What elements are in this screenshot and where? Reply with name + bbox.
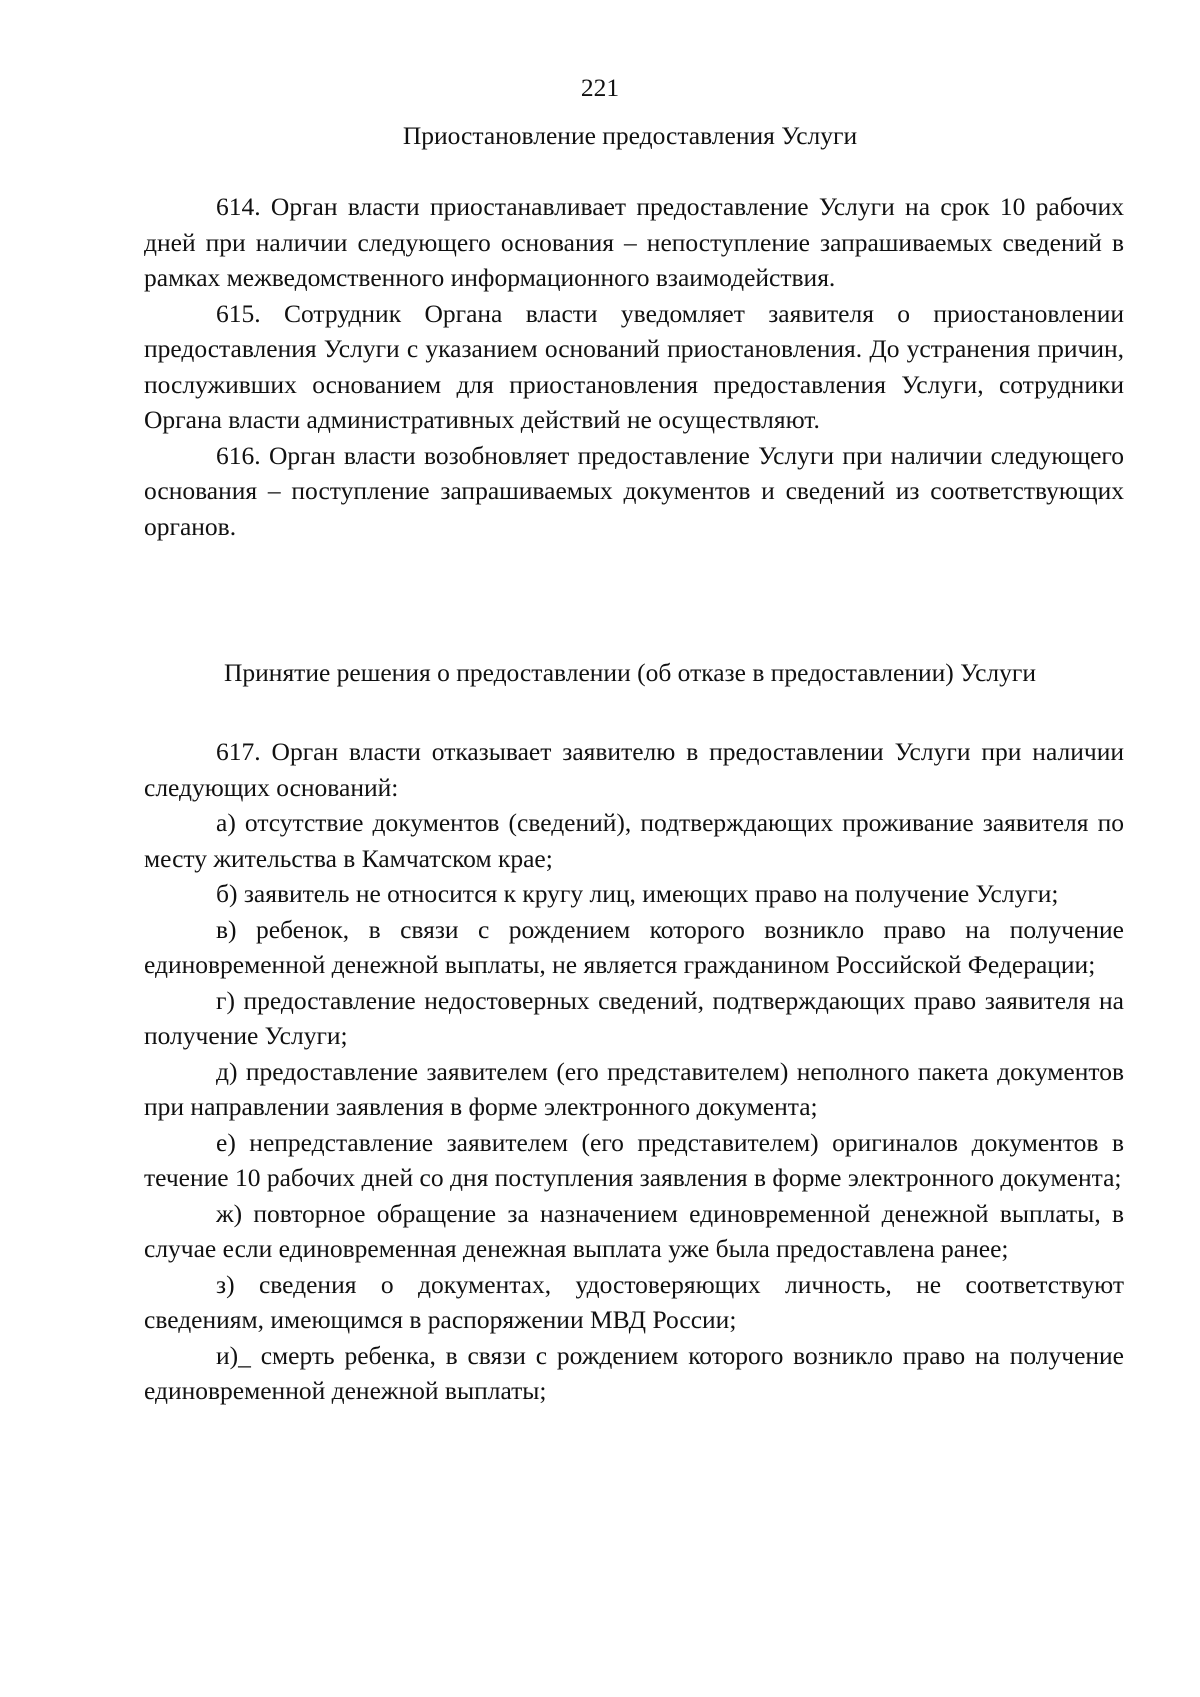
section-heading-suspension: Приостановление предоставления Услуги: [402, 121, 858, 150]
paragraph-617: 617. Орган власти отказывает заявителю в предоставлении Услуги при наличии следующих оснований:: [144, 737, 1124, 802]
list-item-d: д) предоставление заявителем (его представителем) неполного пакета документов при направлении заявления в форме электронного документа;: [144, 1056, 1124, 1121]
section-body-decision: [144, 734, 1124, 1409]
paragraph-615: 615. Сотрудник Органа власти уведомляет заявителя о приостановлении предоставления Услуги с указанием оснований приостановления. До устранения причин, послуживших основанием для приостановления предоставления Услуги, сотрудники Органа власти административных действий не осуществляют.: [144, 298, 1124, 434]
list-item-i: и)_ смерть ребенка, в связи с рождением которого возникло право на получение единовременной денежной выплаты;: [144, 1340, 1124, 1405]
paragraph-616: 616. Орган власти возобновляет предоставление Услуги при наличии следующего основания – поступление запрашиваемых документов и сведений из соответствующих органов.: [144, 440, 1124, 541]
section-body-suspension: [144, 189, 1124, 544]
list-item-zh: ж) повторное обращение за назначением единовременной денежной выплаты, в случае если единовременная денежная выплата уже была предоставлена ранее;: [144, 1198, 1124, 1263]
list-item-a: а) отсутствие документов (сведений), подтверждающих проживание заявителя по месту жительства в Камчатском крае;: [144, 808, 1124, 873]
list-item-v: в) ребенок, в связи с рождением которого возникло право на получение единовременной денежной выплаты, не является гражданином Российской Федерации;: [144, 914, 1124, 979]
page-number: 221: [580, 73, 620, 102]
list-item-b: б) заявитель не относится к кругу лиц, имеющих право на получение Услуги;: [216, 879, 1059, 908]
list-item-z: з) сведения о документах, удостоверяющих личность, не соответствуют сведениям, имеющимся в распоряжении МВД России;: [144, 1269, 1124, 1334]
list-item-g: г) предоставление недостоверных сведений, подтверждающих право заявителя на получение Услуги;: [144, 985, 1124, 1050]
section-heading-decision: Принятие решения о предоставлении (об отказе в предоставлении) Услуги: [223, 658, 1037, 687]
paragraph-614: 614. Орган власти приостанавливает предоставление Услуги на срок 10 рабочих дней при наличии следующего основания – непоступление запрашиваемых сведений в рамках межведомственного информационного взаимодействия.: [144, 192, 1124, 292]
list-item-e: е) непредставление заявителем (его представителем) оригиналов документов в течение 10 рабочих дней со дня поступления заявления в форме электронного документа;: [144, 1127, 1124, 1192]
